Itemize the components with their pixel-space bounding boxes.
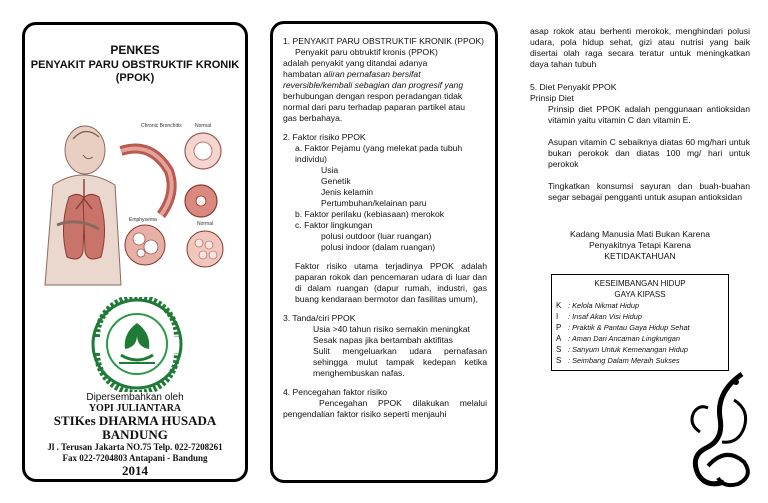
institution-name: STIKes DHARMA HUSADA BANDUNG [53,413,217,442]
section-prevention [283,387,487,420]
copd-illustration [43,115,229,290]
label-normal-bottom: Normal [197,221,214,227]
risk-host-item: Genetik [321,176,351,186]
def-line-3a: hambatan [283,69,324,79]
kipass-letter: K [556,301,562,310]
year: 2014 [122,463,148,478]
sign-item: Sesak napas jika bertambah aktifitas [313,335,453,345]
info-panel-middle [270,21,498,483]
def-line-1: Penyakit paru obtruktif kronis (PPOK) [295,47,438,57]
label-normal-top: Normal [195,123,212,129]
author-name: YOPI JULIANTARA [88,403,182,414]
section-signs [283,313,487,379]
def-line-2: adalah penyakit yang ditandai adanya [283,58,428,68]
cover-panel [22,22,248,482]
kipass-letter: S [556,356,562,365]
info-panel-right [521,20,756,490]
label-emphysema: Emphysema [129,217,157,223]
address-line-2: Fax 022-7204803 Antapani - Bandung [62,453,208,463]
kipass-letter: P [556,323,562,332]
kipass-title-2: GAYA KIPASS [614,290,666,299]
kipass-letter: I [556,312,559,321]
prevention-continued: asap rokok atau berhenti merokok, menghindari polusi udara, pola hidup sehat, gizi atau nutrisi yang baik disertai olah raga secara teratur untuk meningkatkan daya tahan tubuh [530,26,750,69]
section-1-title: 1. PENYAKIT PARU OBSTRUKTIF KRONIK (PPOK) [283,36,485,46]
section-2-title: 2. Faktor risiko PPOK [283,132,366,142]
cover-title: PENKES [110,43,160,57]
decorative-swirl-icon [688,370,754,488]
kipass-row [556,344,724,355]
presented-by: Dipersembahkan oleh [86,392,184,403]
risk-host-item: Pertumbuhan/kelainan paru [321,198,427,208]
diet-paragraph-1: Prinsip diet PPOK adalah penggunaan antioksidan vitamin yaitu vitamin C dan vitamin E. [548,104,750,125]
kipass-text: : Seimbang Dalam Meraih Sukses [568,356,680,365]
prevention-paragraph: Pencegahan PPOK dilakukan melalui pengendalian faktor risiko seperti menjauhi [283,398,487,419]
risk-env-item: polusi indoor (dalam ruangan) [321,242,436,252]
def-line-3 [283,69,487,80]
kipass-letter: S [556,345,562,354]
kipass-row [556,311,724,322]
cover-footer [25,392,245,478]
kipass-text: : Insaf Akan Visi Hidup [568,312,642,321]
diet-paragraph-3: Tingkatkan konsumsi sayuran dan buah-buahan segar sebagai pengganti untuk asupan antioksidan [548,181,750,202]
kipass-text: : Sanyum Untuk Kemenangan Hidup [568,345,688,354]
risk-host-item: Jenis kelamin [321,187,374,197]
def-line-3b: aliran pernafasan bersifat [323,69,421,79]
risk-behavior: b. Faktor perilaku (kebiasaan) merokok [295,209,445,219]
risk-paragraph: Faktor risiko utama terjadinya PPOK adalah paparan rokok dan pencemaran udara di luar dan di dalam ruangan (dapur rumah, industri, gas buang kendaraan bermotor dan fasilitas umum), [295,261,487,304]
kipass-row [556,322,724,333]
cover-title-block [25,43,245,85]
risk-host-item: Usia [321,165,339,175]
diet-paragraph-2: Asupan vitamin C sebaiknya diatas 60 mg/hari untuk bukan perokok dan diatas 100 mg/ hari untuk perokok [548,137,750,169]
address-line-1: Jl . Terusan Jakarta NO.75 Telp. 022-7208261 [47,442,223,452]
def-line-6: normal dari paru terhadap paparan partikel atau [283,102,466,112]
risk-env-item: polusi outdoor (luar ruangan) [321,231,432,241]
risk-environment: c. Faktor lingkungan [295,220,373,230]
kipass-row [556,355,724,366]
kipass-letter: A [556,334,562,343]
def-line-5: berhubungan dengan respon peradangan tidak [283,91,463,101]
kipass-title-1: KESEIMBANGAN HIDUP [594,279,686,288]
quote-line-2: Penyakitnya Tetapi Karena [588,240,692,250]
kipass-box [551,274,729,371]
def-line-4: reversible/kembali sebagian dan progresif yang [283,80,464,90]
quote-block [530,229,750,262]
section-4-title: 4. Pencegahan faktor risiko [283,387,388,397]
label-chronic-bronchitis: Chronic Bronchitis [141,123,182,129]
section-risk-factors [283,132,487,305]
sign-item: Usia >40 tahun risiko semakin meningkat [313,324,470,334]
stikes-logo [83,297,191,392]
cover-subtitle: PENYAKIT PARU OBSTRUKTIF KRONIK (PPOK) [30,59,240,84]
section-5-title: 5. Diet Penyakit PPOK [530,82,617,92]
quote-line-3: KETIDAKTAHUAN [604,251,676,261]
quote-line-1: Kadang Manusia Mati Bukan Karena [570,229,710,239]
def-line-7: gas berbahaya. [283,113,343,123]
kipass-text: : Aman Dari Ancaman Lingkungan [568,334,681,343]
kipass-row [556,300,724,311]
kipass-row [556,333,724,344]
diet-principle-heading: Prinsip Diet [530,93,574,103]
risk-host: a. Faktor Pejamu (yang melekat pada tubuh individu) [295,143,463,164]
kipass-text: : Praktik & Pantau Gaya Hidup Sehat [568,323,690,332]
sign-item: Sulit mengeluarkan udara pernafasan sehingga mulut tampak kedepan ketika menghembuskan nafas. [313,346,487,378]
kipass-text: : Kelola Nikmat Hidup [568,301,640,310]
section-definition [283,36,487,124]
section-3-title: 3. Tanda/ciri PPOK [283,313,356,323]
